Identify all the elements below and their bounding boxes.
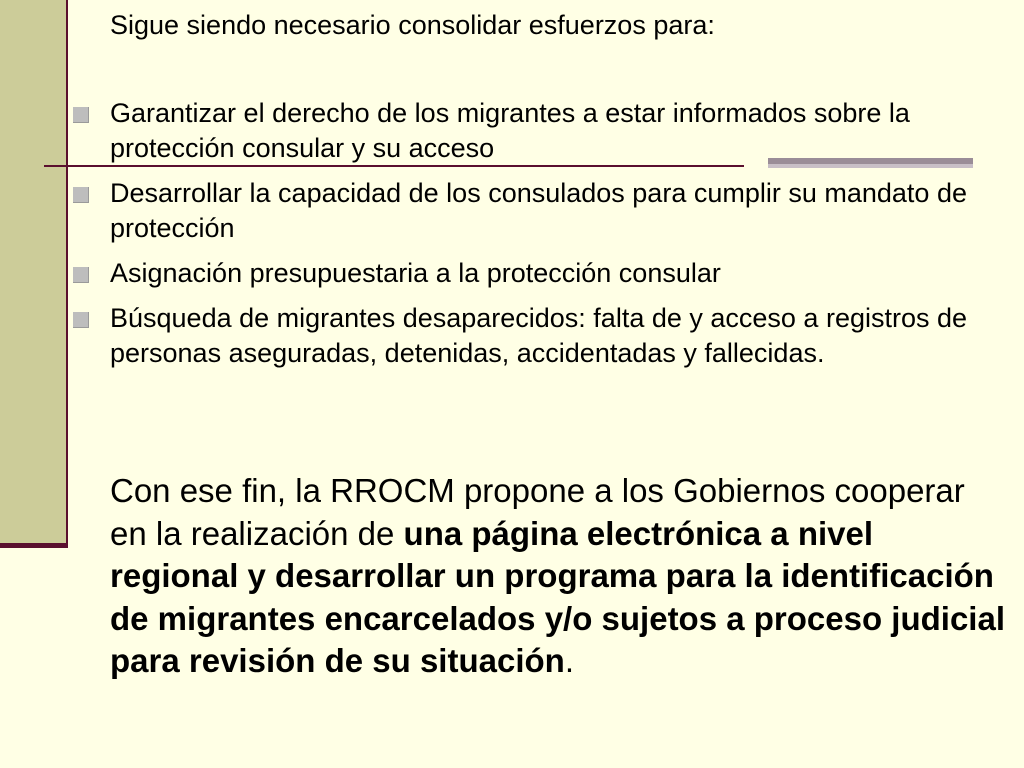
square-bullet-icon bbox=[73, 187, 89, 203]
square-bullet-icon bbox=[73, 312, 89, 328]
bullet-item-search bbox=[0, 301, 1024, 371]
bullet-text: Asignación presupuestaria a la protección consular bbox=[110, 258, 721, 288]
bullet-text: Desarrollar la capacidad de los consulados para cumplir su mandato de protección bbox=[110, 178, 967, 243]
bullet-text: Búsqueda de migrantes desaparecidos: falta de y acceso a registros de personas aseguradas, detenidas, accidentadas y fallecidas. bbox=[110, 303, 968, 368]
bullet-list bbox=[0, 96, 1024, 381]
intro-text: Sigue siendo necesario consolidar esfuerzos para: bbox=[110, 10, 715, 40]
closing-end-text: . bbox=[564, 642, 574, 679]
square-bullet-icon bbox=[73, 107, 89, 123]
bullet-item-capacity bbox=[0, 176, 1024, 246]
side-bar-base-line bbox=[0, 543, 68, 548]
bullet-text: Garantizar el derecho de los migrantes a estar informados sobre la protección consular y su acceso bbox=[110, 98, 910, 163]
bullet-item-budget bbox=[0, 256, 1024, 291]
closing-plain-text: Con ese fin, la RROCM propone a los Gobiernos cooperar en la realización de bbox=[110, 472, 965, 552]
closing-bold-text: una página electrónica a nivel regional y desarrollar un programa para la identificación de migrantes encarcelados y/o sujetos a proceso judicial para revisión de su situación bbox=[110, 514, 1005, 679]
closing-paragraph bbox=[110, 470, 1010, 683]
square-bullet-icon bbox=[73, 267, 89, 283]
bullet-item-rights bbox=[0, 96, 1024, 166]
